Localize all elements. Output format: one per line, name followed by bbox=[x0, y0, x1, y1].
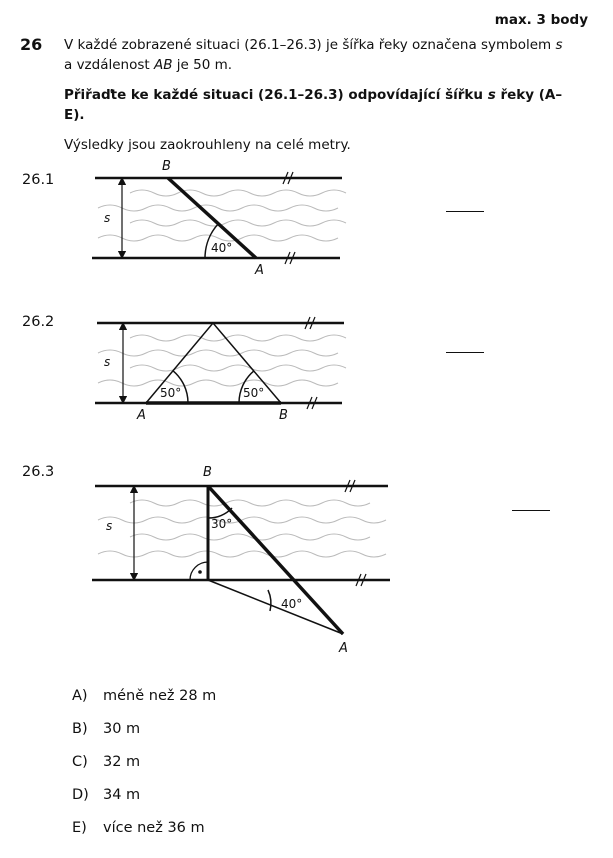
river-waves-26-2 bbox=[98, 335, 346, 386]
point-a-26-3: A bbox=[339, 641, 348, 656]
question-note: Výsledky jsou zaokrouhleny na celé metry. bbox=[64, 137, 351, 153]
option-d[interactable] bbox=[72, 787, 216, 820]
segment-ab-26-3 bbox=[208, 486, 343, 634]
river-waves-26-3 bbox=[98, 500, 386, 557]
angle-left-26-2: 50° bbox=[160, 386, 182, 400]
point-b-26-1: B bbox=[162, 159, 171, 174]
width-symbol-26-3: s bbox=[106, 519, 113, 533]
angle-right-26-2: 50° bbox=[243, 386, 265, 400]
segment-ab: AB bbox=[153, 57, 173, 73]
option-b[interactable] bbox=[72, 721, 216, 754]
option-a[interactable] bbox=[72, 688, 216, 721]
question-line-1-text: V každé zobrazené situaci (26.1–26.3) je šířka řeky označena symbolem bbox=[64, 37, 552, 53]
option-letter: B) bbox=[72, 721, 88, 737]
option-letter: D) bbox=[72, 787, 89, 803]
option-text: 30 m bbox=[103, 721, 141, 737]
river-waves-26-1 bbox=[98, 190, 346, 241]
figure-26-1 bbox=[92, 159, 346, 278]
question-number: 26 bbox=[20, 35, 43, 54]
point-b-26-3: B bbox=[203, 465, 212, 480]
point-a-26-2: A bbox=[137, 408, 146, 423]
right-angle-dot-26-3 bbox=[198, 570, 202, 574]
angle-arc-bottom-26-3 bbox=[268, 590, 271, 611]
parallel-mark-26-1 bbox=[283, 172, 295, 264]
option-text: 34 m bbox=[103, 787, 141, 803]
instruction-pre: Přiřaďte ke každé situaci (26.1–26.3) odpovídající šířku bbox=[64, 87, 484, 103]
option-e[interactable] bbox=[72, 820, 216, 853]
width-symbol-26-2: s bbox=[104, 355, 111, 369]
instruction-post: řeky (A– E). bbox=[64, 87, 563, 123]
angle-bottom-26-3: 40° bbox=[281, 597, 303, 611]
option-letter: A) bbox=[72, 688, 88, 704]
question-line-2-pre: a vzdálenost bbox=[64, 57, 150, 73]
option-text: více než 36 m bbox=[103, 820, 205, 836]
option-letter: C) bbox=[72, 754, 88, 770]
point-b-26-2: B bbox=[279, 408, 288, 423]
figure-26-3 bbox=[92, 465, 390, 656]
figure-label-26-1: 26.1 bbox=[22, 172, 55, 188]
figure-label-26-3: 26.3 bbox=[22, 464, 55, 480]
instruction-var-s: s bbox=[487, 87, 496, 103]
parallel-mark-26-2 bbox=[305, 317, 317, 409]
figure-label-26-2: 26.2 bbox=[22, 314, 55, 330]
angle-26-1: 40° bbox=[211, 241, 233, 255]
question-line-2-post: je 50 m. bbox=[176, 57, 233, 73]
width-symbol-26-1: s bbox=[104, 211, 111, 225]
option-text: méně než 28 m bbox=[103, 688, 217, 704]
parallel-mark-26-3 bbox=[345, 480, 366, 586]
option-letter: E) bbox=[72, 820, 87, 836]
option-text: 32 m bbox=[103, 754, 141, 770]
max-points: max. 3 body bbox=[494, 12, 588, 28]
answer-options bbox=[72, 688, 216, 853]
angle-top-26-3: 30° bbox=[211, 517, 233, 531]
base-line-26-3 bbox=[208, 580, 343, 634]
option-c[interactable] bbox=[72, 754, 216, 787]
figure-26-2 bbox=[95, 317, 346, 423]
var-s: s bbox=[555, 37, 563, 53]
point-a-26-1: A bbox=[255, 263, 264, 278]
